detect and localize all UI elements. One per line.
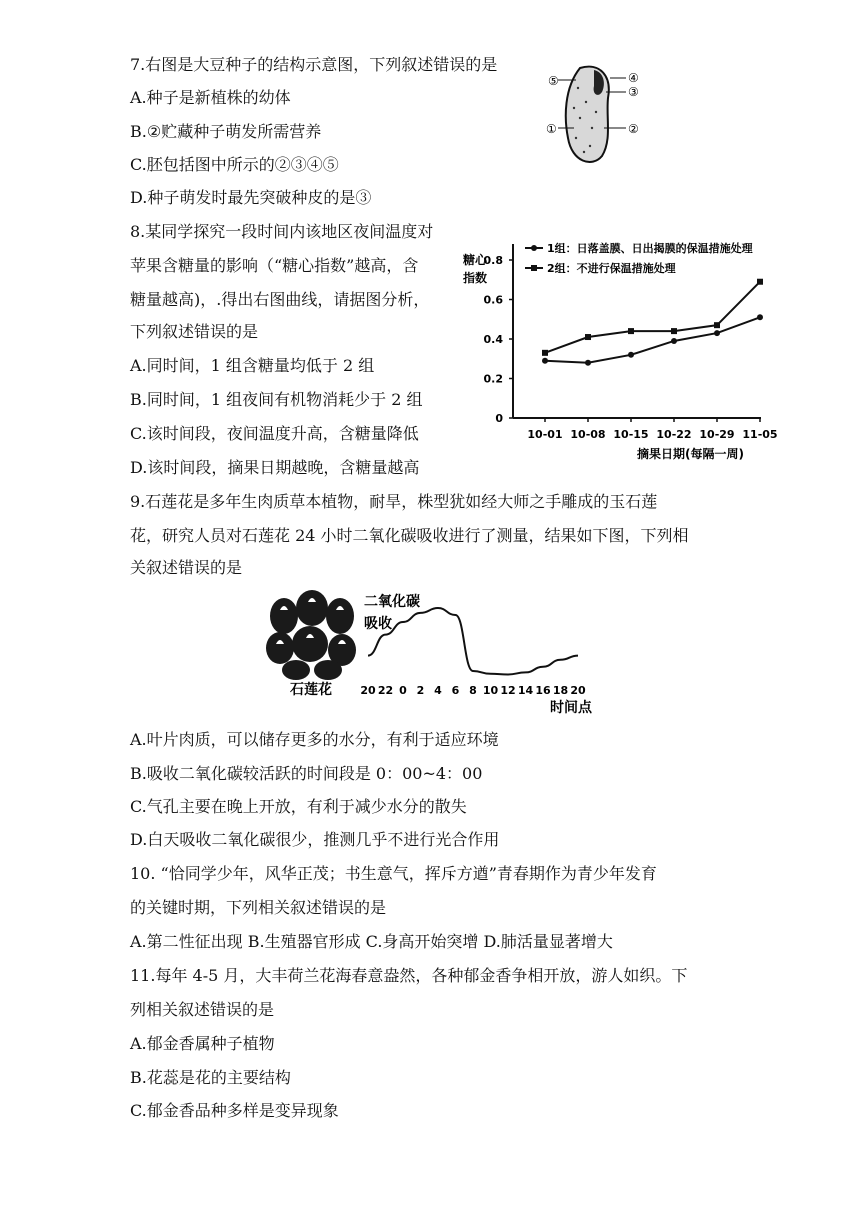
chart2-ylabel-part-1: 二氧化碳 xyxy=(364,594,420,610)
soybean-seed-figure xyxy=(540,58,650,168)
co2-absorption-line-chart xyxy=(358,588,608,716)
chart1-point-group1 xyxy=(757,314,763,320)
chart1-point-group2 xyxy=(671,328,677,334)
chart1-ytick-label: 0.2 xyxy=(483,372,503,386)
chart1-ytick-label: 0 xyxy=(495,412,503,425)
chart2-xlabel: 时间点 xyxy=(550,700,592,716)
seed-label-3: ③ xyxy=(628,85,639,99)
chart1-xtick-label: 10-29 xyxy=(699,428,735,441)
chart1-ylabel-part-1: 糖心 xyxy=(463,253,488,267)
chart1-point-group1 xyxy=(671,338,677,344)
seed-label-1: ① xyxy=(546,122,557,136)
q8-stem-line-1: 8.某同学探究一段时间内该地区夜间温度对 xyxy=(130,222,434,241)
q7-option-a: A.种子是新植株的幼体 xyxy=(130,88,291,107)
chart1-point-group1 xyxy=(542,358,548,364)
seed-label-4: ④ xyxy=(628,71,639,85)
chart1-point-group1 xyxy=(714,330,720,336)
q9-stem-line-2: 花，研究人员对石莲花 24 小时二氧化碳吸收进行了测量，结果如下图，下列相 xyxy=(130,526,689,545)
q7-option-b: B.②贮藏种子萌发所需营养 xyxy=(130,122,322,141)
chart2-xtick-label: 20 xyxy=(570,684,586,697)
seed-label-2: ② xyxy=(628,122,639,136)
chart1-ytick-label: 0.4 xyxy=(483,333,503,346)
chart1-xtick-label: 10-15 xyxy=(613,428,649,441)
chart1-xtick-label: 10-08 xyxy=(570,428,606,441)
chart1-xtick-label: 10-22 xyxy=(656,428,692,441)
chart1-ytick-label: 0.6 xyxy=(483,293,503,307)
chart2-series-line xyxy=(368,608,578,675)
q7-stem: 7.右图是大豆种子的结构示意图，下列叙述错误的是 xyxy=(130,55,498,74)
q8-stem-line-2: 苹果含糖量的影响（“糖心指数”越高，含 xyxy=(130,256,419,275)
chart2-xtick-label: 16 xyxy=(535,684,551,697)
chart2-xtick-label: 22 xyxy=(377,684,394,697)
chart2-xtick-label: 4 xyxy=(434,684,442,697)
q11-stem-line-2: 列相关叙述错误的是 xyxy=(130,1000,275,1019)
q8-option-d: D.该时间段，摘果日期越晚，含糖量越高 xyxy=(130,458,420,477)
q10-stem-line-1: 10. “恰同学少年，风华正茂；书生意气，挥斥方遒”青春期作为青少年发育 xyxy=(130,864,657,883)
chart2-xtick-label: 8 xyxy=(469,684,477,697)
q9-stem-line-1: 9.石莲花是多年生肉质草本植物，耐旱，株型犹如经大师之手雕成的玉石莲 xyxy=(130,492,658,511)
q10-stem-line-2: 的关键时期，下列相关叙述错误的是 xyxy=(130,898,387,917)
q11-option-c: C.郁金香品种多样是变异现象 xyxy=(130,1101,339,1120)
chart1-point-group2 xyxy=(714,322,720,328)
chart1-xtick-label: 11-05 xyxy=(742,428,778,441)
chart1-series-line-2 xyxy=(545,282,760,353)
q9-option-b: B.吸收二氧化碳较活跃的时间段是 0：00~4：00 xyxy=(130,764,483,783)
chart1-point-group1 xyxy=(585,360,591,366)
chart2-xtick-label: 2 xyxy=(416,684,425,697)
chart1-point-group2 xyxy=(628,328,634,334)
chart1-ytick-label: 0.8 xyxy=(483,254,503,267)
q8-stem-line-4: 下列叙述错误的是 xyxy=(130,322,259,341)
q10-options: A.第二性征出现 B.生殖器官形成 C.身高开始突增 D.肺活量显著增大 xyxy=(130,932,613,951)
chart2-xtick-label: 6 xyxy=(451,684,460,697)
chart1-xlabel: 摘果日期(每隔一周) xyxy=(637,447,744,461)
chart2-xtick-label: 18 xyxy=(552,684,569,697)
chart1-ylabel-part-2: 指数 xyxy=(463,271,488,285)
chart1-point-group2 xyxy=(585,334,591,340)
q9-stem-line-3: 关叙述错误的是 xyxy=(130,558,243,577)
chart1-xtick-label: 10-01 xyxy=(527,428,563,441)
q7-option-c: C.胚包括图中所示的②③④⑤ xyxy=(130,155,339,174)
q9-option-a: A.叶片肉质，可以储存更多的水分，有利于适应环境 xyxy=(130,730,499,749)
chart2-xtick-label: 20 xyxy=(360,684,376,697)
seed-label-5: ⑤ xyxy=(548,74,559,88)
chart1-point-group2 xyxy=(757,279,763,285)
echeveria-plant-illustration xyxy=(262,586,362,698)
q9-option-d: D.白天吸收二氧化碳很少，推测几乎不进行光合作用 xyxy=(130,830,500,849)
chart2-xtick-label: 10 xyxy=(482,684,499,697)
chart1-legend-marker-2 xyxy=(531,265,537,271)
chart1-legend-label-2: 2组：不进行保温措施处理 xyxy=(547,262,676,275)
chart2-ylabel-part-2: 吸收 xyxy=(364,616,392,632)
chart2-xtick-label: 0 xyxy=(399,684,407,697)
chart1-legend-marker-1 xyxy=(531,245,537,251)
q11-stem-line-1: 11.每年 4-5 月，大丰荷兰花海春意盎然，各种郁金香争相开放，游人如织。下 xyxy=(130,966,688,985)
q8-option-a: A.同时间，1 组含糖量均低于 2 组 xyxy=(130,356,375,375)
chart1-legend-label-1: 1组：日落盖膜、日出揭膜的保温措施处理 xyxy=(547,242,753,255)
q9-option-c: C.气孔主要在晚上开放，有利于减少水分的散失 xyxy=(130,797,467,816)
q8-option-c: C.该时间段，夜间温度升高，含糖量降低 xyxy=(130,424,419,443)
q7-option-d: D.种子萌发时最先突破种皮的是③ xyxy=(130,188,372,207)
chart1-point-group1 xyxy=(628,352,634,358)
q8-stem-line-3: 糖量越高)，.得出右图曲线，请据图分析， xyxy=(130,290,430,309)
chart1-point-group2 xyxy=(542,350,548,356)
chart2-xtick-label: 14 xyxy=(517,684,534,697)
q11-option-b: B.花蕊是花的主要结构 xyxy=(130,1068,291,1087)
q11-option-a: A.郁金香属种子植物 xyxy=(130,1034,275,1053)
sugar-index-line-chart xyxy=(455,230,778,465)
plant-label: 石莲花 xyxy=(290,682,332,698)
q8-option-b: B.同时间，1 组夜间有机物消耗少于 2 组 xyxy=(130,390,423,409)
chart2-xtick-label: 12 xyxy=(500,684,516,697)
